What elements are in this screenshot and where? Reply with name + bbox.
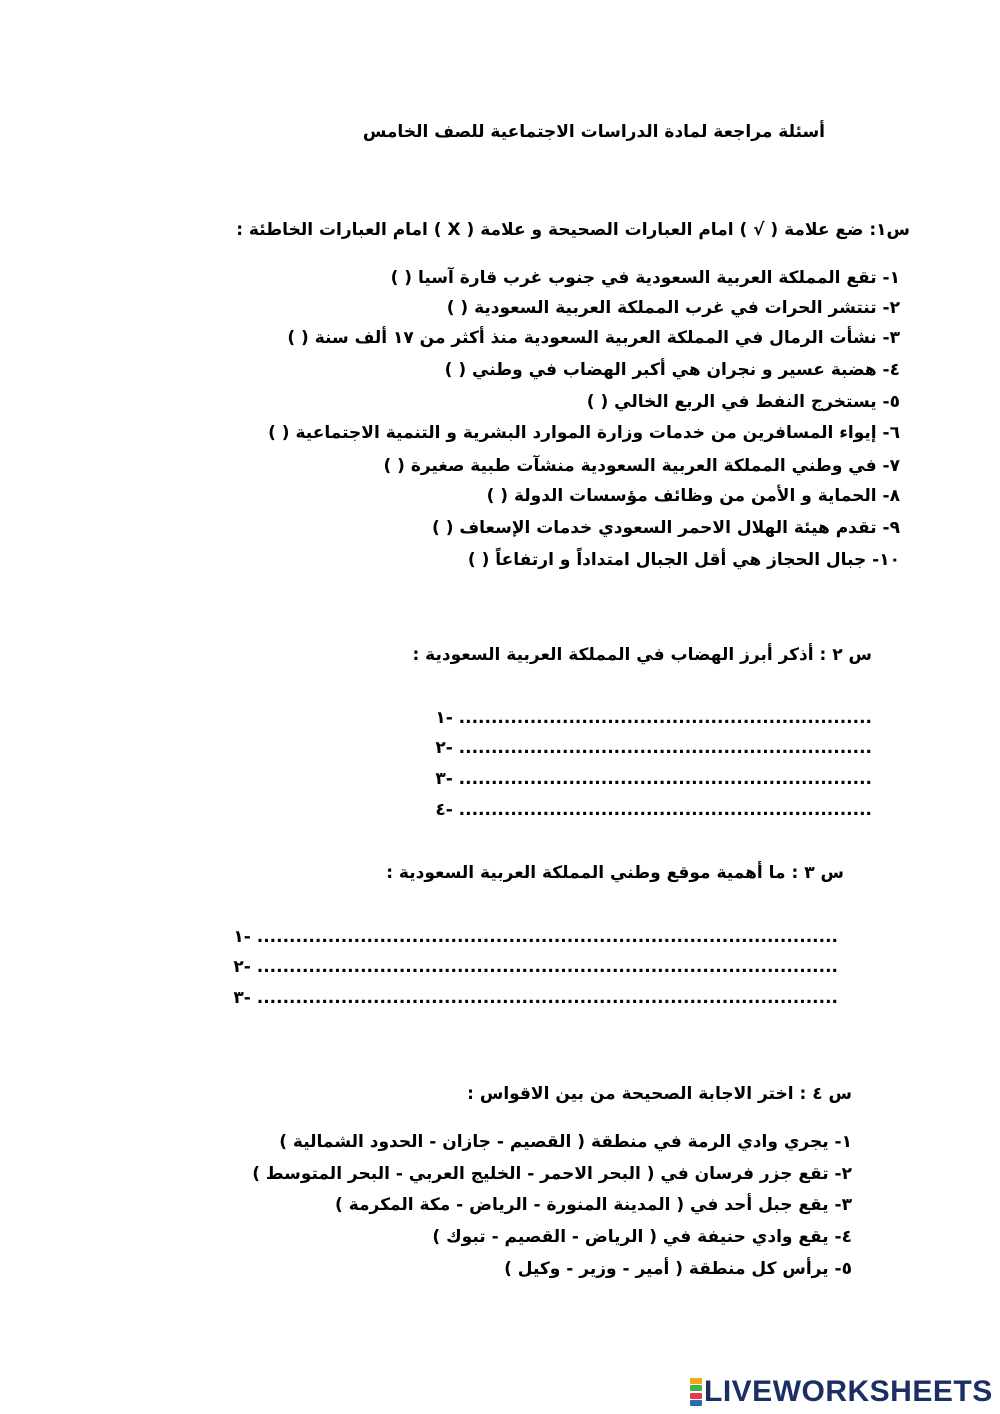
answer-blank-line[interactable]: ١- .......................................................................................... [233, 927, 838, 947]
question-1-item: ٤- هضبة عسير و نجران هي أكبر الهضاب في وطني ( ) [444, 360, 900, 380]
question-1-item: ٧- في وطني المملكة العربية السعودية منشآت طبية صغيرة ( ) [383, 456, 900, 476]
answer-blank-line[interactable]: ٢- .......................................................................................... [233, 957, 838, 977]
question-1-item: ٩- تقدم هيئة الهلال الاحمر السعودي خدمات الإسعاف ( ) [432, 518, 900, 538]
question-4-item: ٤- يقع وادي حنيفة في ( الرياض - القصيم - تبوك ) [432, 1227, 852, 1247]
question-1-instruction: س١: ضع علامة ( √ ) امام العبارات الصحيحة و علامة ( X ) امام العبارات الخاطئة : [236, 220, 910, 240]
question-1-item: ١- تقع المملكة العربية السعودية في جنوب غرب قارة آسيا ( ) [390, 268, 900, 288]
question-1-item: ٦- إيواء المسافرين من خدمات وزارة الموارد البشرية و التنمية الاجتماعية ( ) [268, 423, 900, 443]
question-1-item: ٣- نشأت الرمال في المملكة العربية السعودية منذ أكثر من ١٧ ألف سنة ( ) [287, 328, 900, 348]
question-1-item: ٢- تنتشر الحرات في غرب المملكة العربية السعودية ( ) [446, 298, 900, 318]
question-4-item: ٥- يرأس كل منطقة ( أمير - وزير - وكيل ) [504, 1259, 852, 1279]
question-4-prompt: س ٤ : اختر الاجابة الصحيحة من بين الاقواس : [467, 1084, 852, 1104]
answer-blank-line[interactable]: ٤- ................................................................ [435, 800, 872, 820]
answer-blank-line[interactable]: ١- ................................................................ [435, 708, 872, 728]
page-title: أسئلة مراجعة لمادة الدراسات الاجتماعية للصف الخامس [362, 122, 825, 142]
question-4-item: ١- يجري وادي الرمة في منطقة ( القصيم - جازان - الحدود الشمالية ) [279, 1132, 852, 1152]
answer-blank-line[interactable]: ٣- .......................................................................................... [233, 988, 838, 1008]
liveworksheets-wordmark: LIVEWORKSHEETS [704, 1375, 993, 1408]
answer-blank-line[interactable]: ٣- ................................................................ [435, 769, 872, 789]
question-2-prompt: س ٢ : أذكر أبرز الهضاب في المملكة العربية السعودية : [412, 645, 872, 665]
question-3-prompt: س ٣ : ما أهمية موقع وطني المملكة العربية السعودية : [386, 863, 844, 883]
liveworksheets-logo [690, 1376, 993, 1408]
liveworksheets-mark-icon [690, 1378, 702, 1406]
question-1-item: ١٠- جبال الحجاز هي أقل الجبال امتداداً و ارتفاعاً ( ) [467, 550, 900, 570]
question-1-item: ٥- يستخرج النفط في الربع الخالي ( ) [586, 392, 900, 412]
question-4-item: ٣- يقع جبل أحد في ( المدينة المنورة - الرياض - مكة المكرمة ) [335, 1195, 852, 1215]
question-4-item: ٢- تقع جزر فرسان في ( البحر الاحمر - الخليج العربي - البحر المتوسط ) [252, 1164, 852, 1184]
answer-blank-line[interactable]: ٢- ................................................................ [435, 738, 872, 758]
question-1-item: ٨- الحماية و الأمن من وظائف مؤسسات الدولة ( ) [486, 486, 900, 506]
